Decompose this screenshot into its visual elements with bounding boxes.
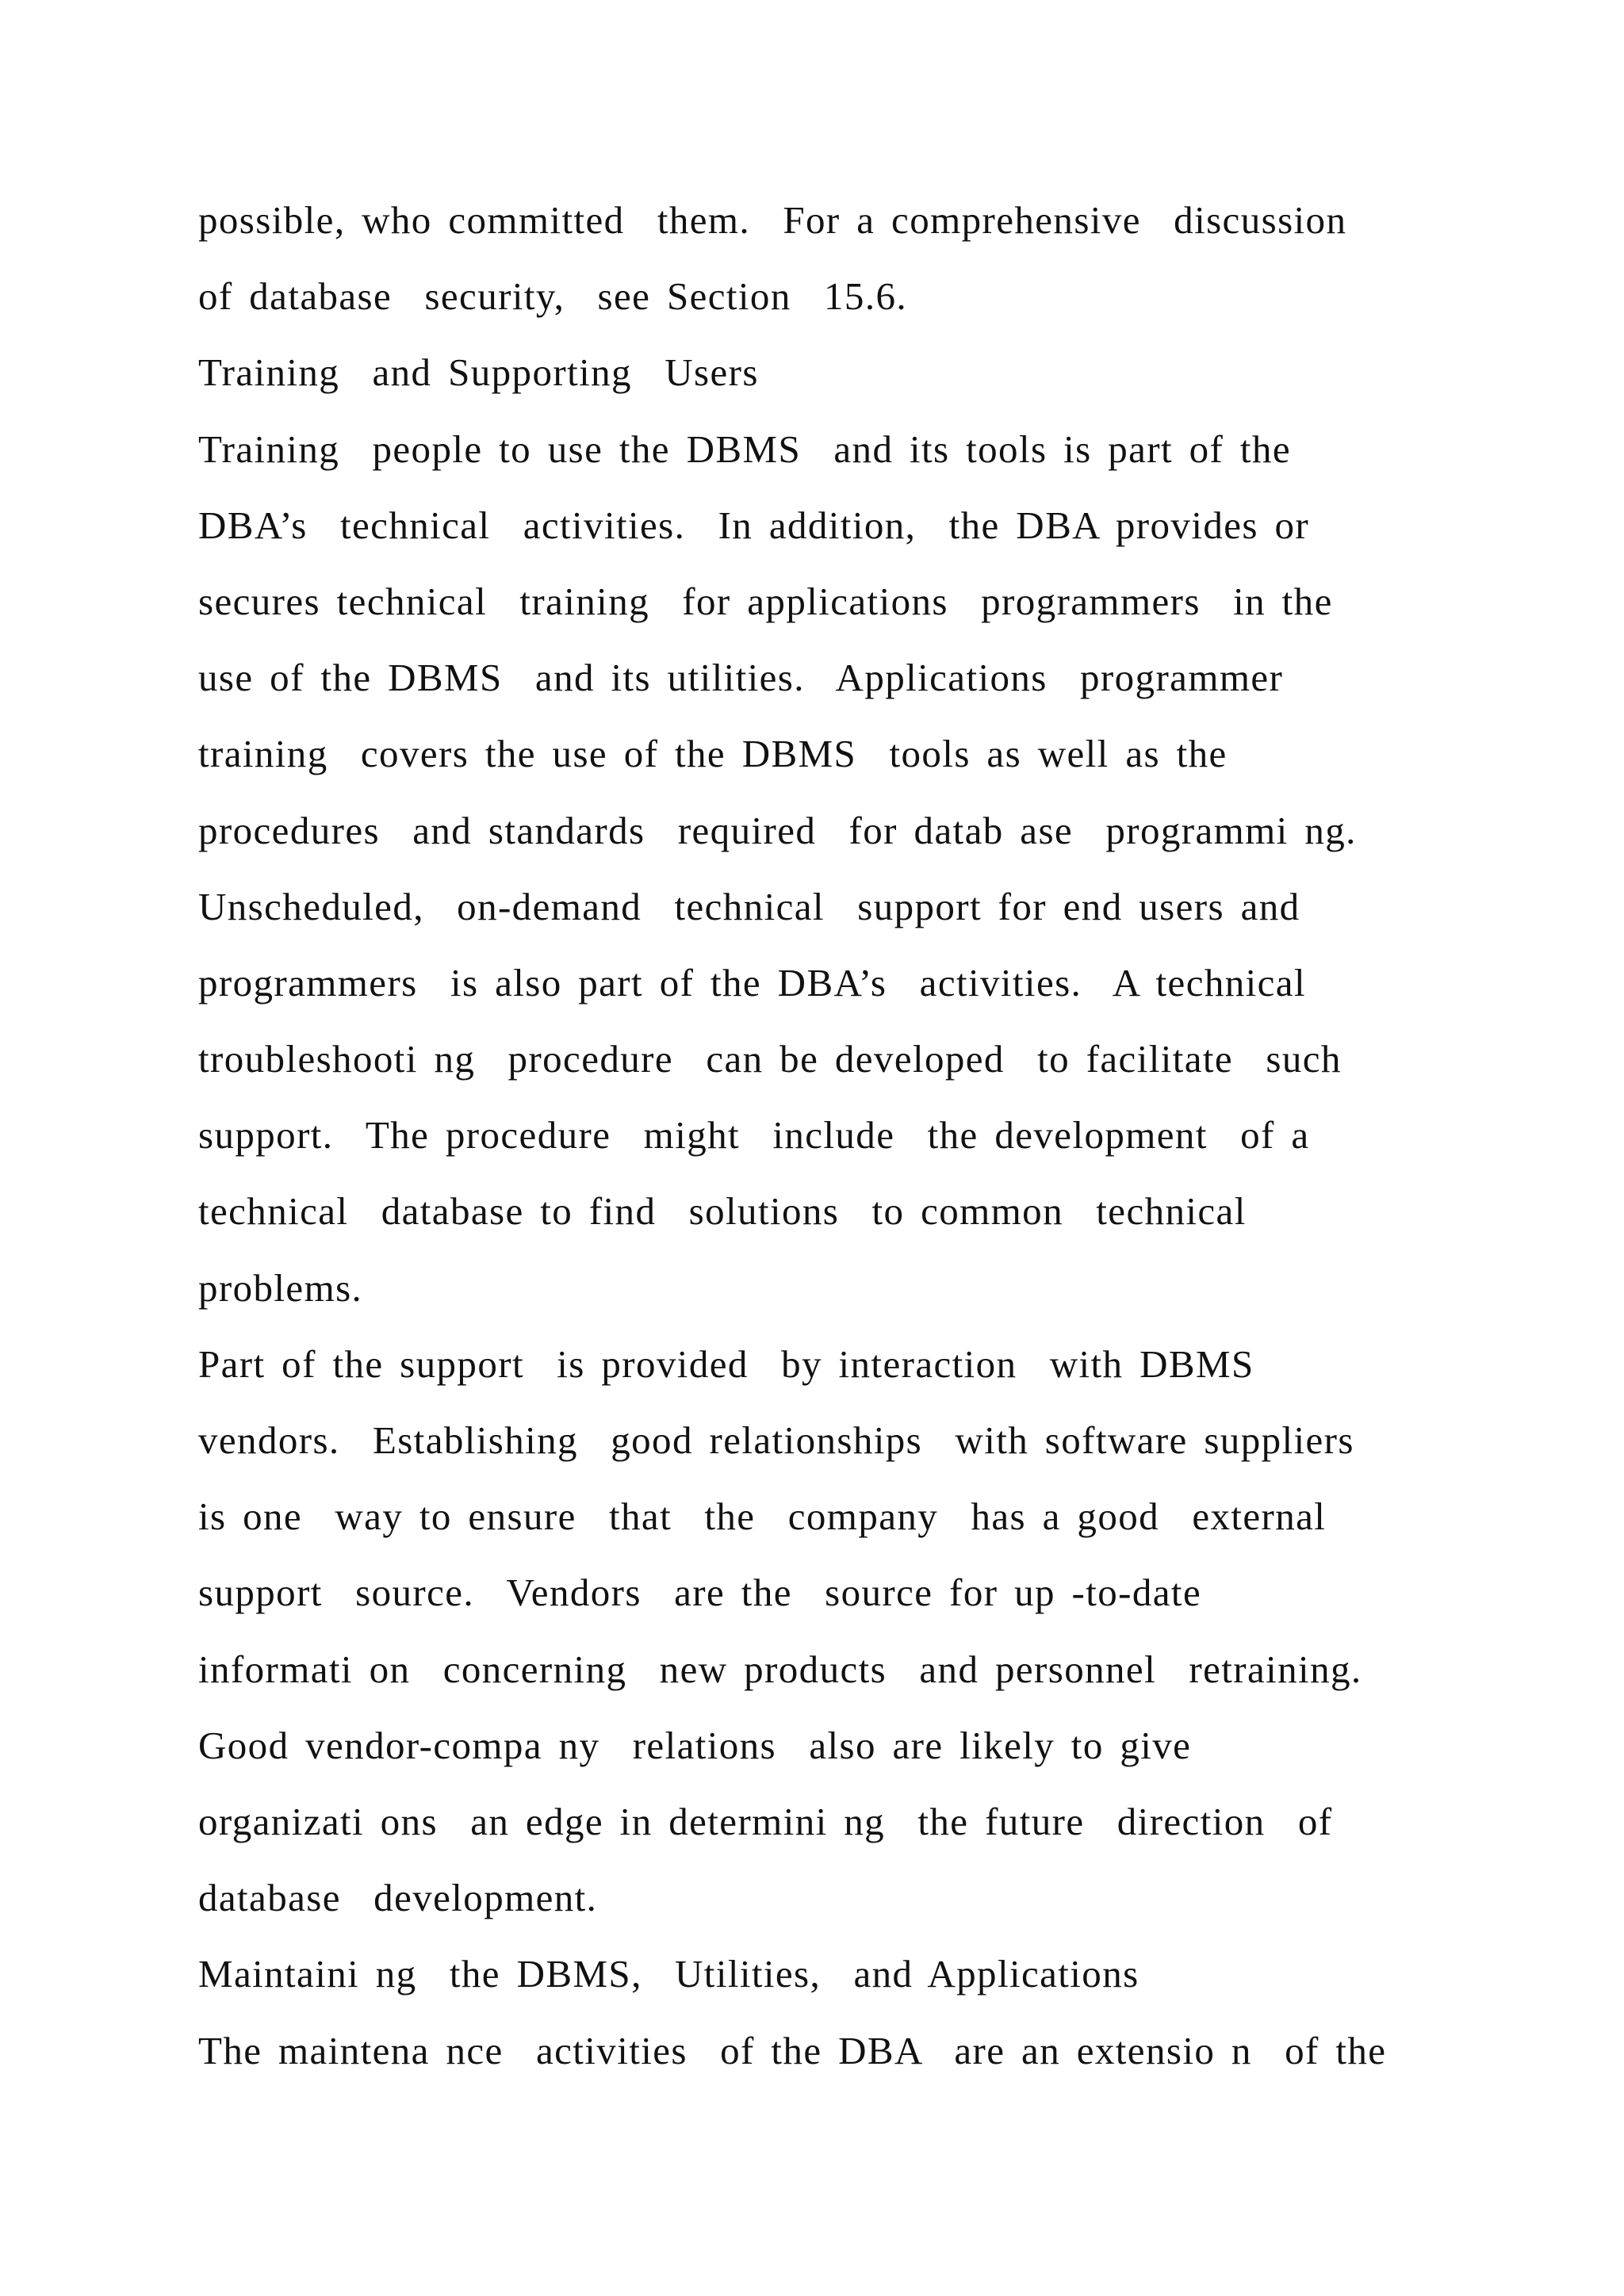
text-line: troubleshooti ng procedure can be developed to facilitate such <box>198 1037 1342 1081</box>
text-line: technical database to find solutions to common technical <box>198 1189 1247 1234</box>
text-line: Good vendor-compa ny relations also are likely to give <box>198 1723 1192 1767</box>
text-line: organizati ons an edge in determini ng the future direction of <box>198 1799 1333 1843</box>
text-line: use of the DBMS and its utilities. Applications programmer <box>198 656 1284 700</box>
text-line: possible, who committed them. For a comprehensive discussion <box>198 198 1347 242</box>
text-line: DBA’s technical activities. In addition, the DBA provides or <box>198 503 1310 547</box>
text-line: training covers the use of the DBMS tools as well as the <box>198 732 1228 776</box>
text-line: Training people to use the DBMS and its tools is part of the <box>198 427 1291 471</box>
text-line: support. The procedure might include the development of a <box>198 1113 1310 1158</box>
text-line: secures technical training for applications programmers in the <box>198 579 1333 623</box>
section-heading: Maintaini ng the DBMS, Utilities, and Applications <box>198 1952 1139 1996</box>
text-line: is one way to ensure that the company has a good external <box>198 1494 1327 1539</box>
text-line: Part of the support is provided by interaction with DBMS <box>198 1341 1254 1386</box>
text-line: vendors. Establishing good relationships with software suppliers <box>198 1418 1354 1462</box>
text-line: Unscheduled, on-demand technical support for end users and <box>198 884 1300 928</box>
text-line: of database security, see Section 15.6. <box>198 274 908 319</box>
text-line: support source. Vendors are the source for up -to-date <box>198 1571 1202 1615</box>
section-heading: Training and Supporting Users <box>198 350 759 395</box>
text-line: The maintena nce activities of the DBA are an extensio n of the <box>198 2028 1387 2072</box>
text-line: programmers is also part of the DBA’s activities. A technical <box>198 960 1306 1004</box>
text-line: database development. <box>198 1876 598 1920</box>
body-text <box>198 182 1546 2089</box>
text-line: procedures and standards required for datab ase programmi ng. <box>198 808 1357 852</box>
text-line: informati on concerning new products and personnel retraining. <box>198 1647 1362 1691</box>
text-line: problems. <box>198 1265 363 1310</box>
